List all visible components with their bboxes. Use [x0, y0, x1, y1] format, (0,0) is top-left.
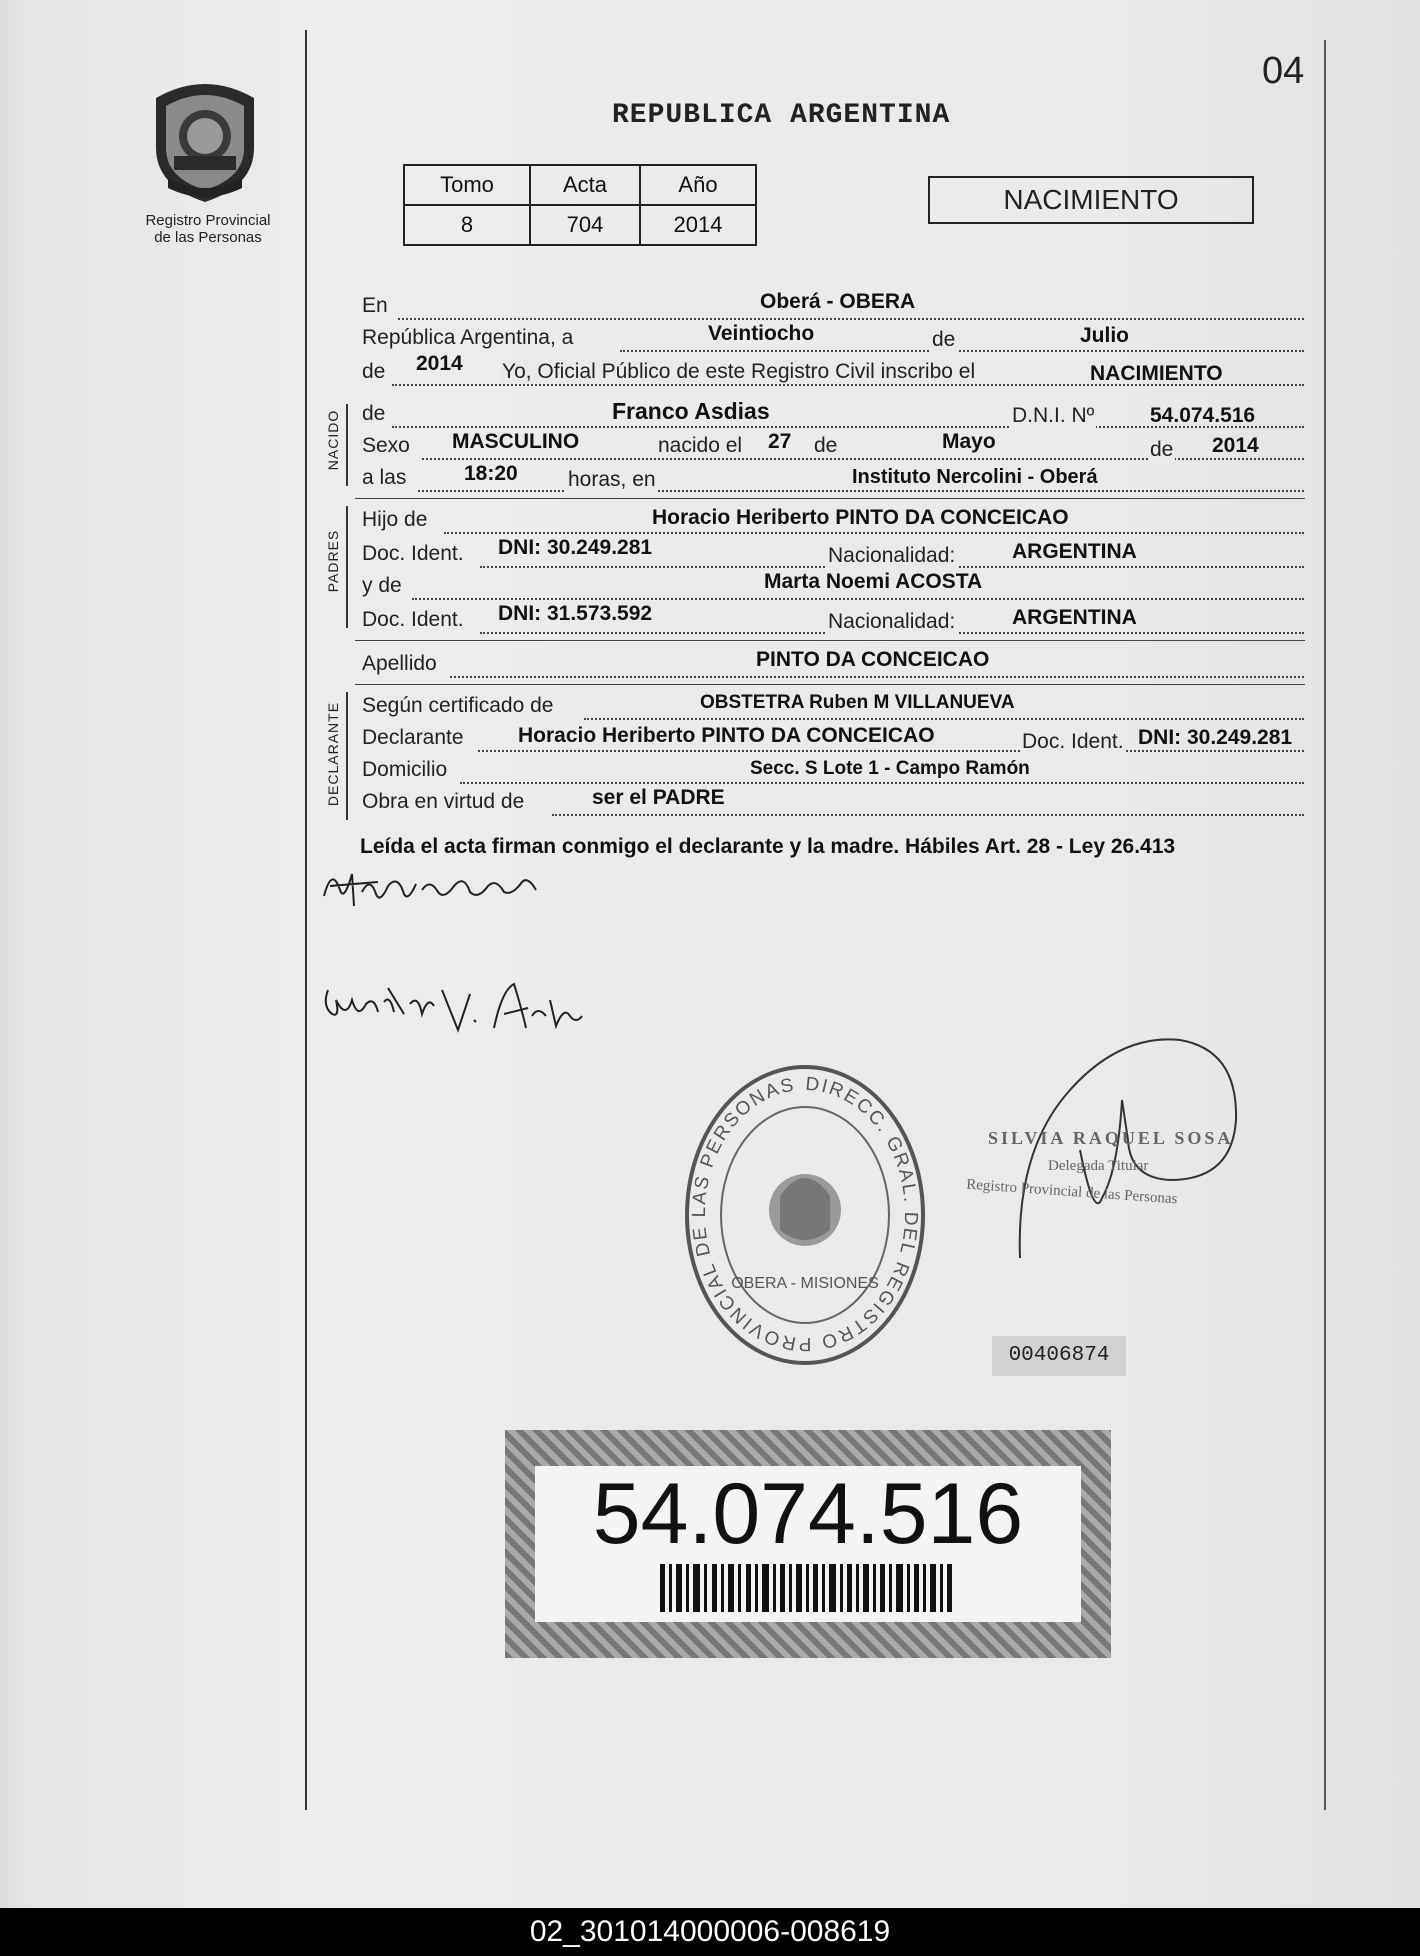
- dotted-line: [584, 718, 1304, 720]
- registry-value-row: [404, 205, 756, 245]
- registry-header-tomo: Tomo: [404, 165, 530, 205]
- father-name-value: Horacio Heriberto PINTO DA CONCEICAO: [652, 506, 1069, 529]
- dotted-line: [552, 814, 1304, 816]
- official-name: SILVIA RAQUEL SOSA: [988, 1128, 1234, 1148]
- father-nationality-value: ARGENTINA: [1012, 540, 1137, 563]
- domicilio-label: Domicilio: [362, 758, 448, 781]
- domicilio-value: Secc. S Lote 1 - Campo Ramón: [750, 758, 1030, 779]
- registry-value-acta: 704: [530, 205, 640, 245]
- certificado-value: OBSTETRA Ruben M VILLANUEVA: [700, 692, 1015, 713]
- republica-label: República Argentina, a: [362, 326, 574, 349]
- nacido-el-label: nacido el: [658, 434, 743, 457]
- section-bar: [346, 692, 348, 820]
- provincial-seal-logo: [148, 78, 262, 204]
- official-round-stamp: [680, 1060, 930, 1370]
- obra-value: ser el PADRE: [592, 786, 725, 809]
- dotted-line: [620, 350, 1304, 352]
- horas-label: horas, en: [568, 468, 656, 491]
- declarant-signature: [318, 856, 558, 916]
- apellido-label: Apellido: [362, 652, 437, 675]
- official-role: Delegada Titular: [1048, 1158, 1149, 1174]
- de-label: de: [362, 360, 386, 383]
- child-dni-value: 54.074.516: [1150, 404, 1256, 427]
- en-label: En: [362, 294, 388, 317]
- barcode-number: 54.074.516: [592, 1466, 1024, 1562]
- child-name-value: Franco Asdias: [612, 398, 770, 424]
- year-value: 2014: [416, 352, 463, 375]
- dotted-line: [478, 750, 1304, 752]
- a-las-label: a las: [362, 466, 407, 489]
- dotted-line: [412, 598, 1304, 600]
- nacionalidad-label: Nacionalidad:: [828, 610, 956, 633]
- mother-signature: [318, 970, 588, 1050]
- time-value: 18:20: [464, 462, 518, 485]
- stamp-ring-text: DIRECC. GRAL. DEL REGISTRO PROVINCIAL DE LAS PERSONAS: [688, 1073, 922, 1355]
- de-label: de: [1150, 438, 1174, 461]
- scan-filename-footer: 02_301014000006-008619: [0, 1908, 1420, 1956]
- barcode-label: [505, 1430, 1111, 1658]
- day-words-value: Veintiocho: [708, 322, 815, 345]
- oficial-text: Yo, Oficial Público de este Registro Civil inscribo el: [502, 360, 976, 383]
- section-label-nacido: NACIDO: [325, 409, 341, 471]
- stamp-city-text: OBERA - MISIONES: [731, 1275, 879, 1292]
- mother-name-value: Marta Noemi ACOSTA: [764, 570, 983, 593]
- section-bar: [346, 404, 348, 486]
- section-divider: [355, 498, 1305, 499]
- barcode-bars: [660, 1564, 955, 1612]
- dotted-line: [398, 318, 1304, 320]
- de-label: de: [362, 402, 386, 425]
- dni-label: D.N.I. Nº: [1012, 404, 1095, 427]
- record-type-box: NACIMIENTO: [928, 176, 1254, 224]
- doc-ident-label: Doc. Ident.: [362, 542, 464, 565]
- logo-caption: [120, 212, 296, 246]
- nacionalidad-label: Nacionalidad:: [828, 544, 956, 567]
- month-value: Julio: [1080, 324, 1130, 347]
- de-label: de: [814, 434, 838, 457]
- section-bar: [346, 506, 348, 628]
- sexo-label: Sexo: [362, 434, 410, 457]
- section-divider: [355, 684, 1305, 685]
- certificado-label: Según certificado de: [362, 694, 554, 717]
- logo-caption-line2: de las Personas: [154, 229, 262, 246]
- registry-header-ano: Año: [640, 165, 756, 205]
- registry-header-acta: Acta: [530, 165, 640, 205]
- left-margin-line: [305, 30, 307, 1810]
- registry-value-ano: 2014: [640, 205, 756, 245]
- right-margin-line: [1324, 40, 1326, 1810]
- official-office: Registro Provincial de las Personas: [965, 1176, 1178, 1208]
- declarante-doc-value: DNI: 30.249.281: [1138, 726, 1293, 749]
- section-label-padres: PADRES: [325, 529, 341, 593]
- inscribe-type-value: NACIMIENTO: [1090, 362, 1223, 385]
- obra-label: Obra en virtud de: [362, 790, 525, 813]
- serial-number: 00406874: [992, 1336, 1126, 1376]
- declarante-label: Declarante: [362, 726, 464, 749]
- birth-day-value: 27: [768, 430, 792, 453]
- dotted-line: [450, 676, 1304, 678]
- logo-caption-line1: Registro Provincial: [145, 212, 271, 229]
- hijo-de-label: Hijo de: [362, 508, 428, 531]
- barcode-inner: [535, 1466, 1081, 1622]
- section-label-declarante: DECLARANTE: [325, 701, 341, 807]
- sexo-value: MASCULINO: [452, 430, 580, 453]
- de-label: de: [932, 328, 956, 351]
- doc-ident-label: Doc. Ident.: [362, 608, 464, 631]
- dotted-line: [444, 532, 1304, 534]
- dotted-line: [460, 782, 1304, 784]
- registry-table: [403, 164, 757, 246]
- registry-header-row: [404, 165, 756, 205]
- mother-nationality-value: ARGENTINA: [1012, 606, 1137, 629]
- doc-ident-label: Doc. Ident.: [1022, 730, 1124, 753]
- dotted-line: [418, 490, 1304, 492]
- registry-value-tomo: 8: [404, 205, 530, 245]
- section-divider: [355, 640, 1305, 641]
- closing-statement: Leída el acta firman conmigo el declarante y la madre. Hábiles Art. 28 - Ley 26.413: [360, 835, 1176, 858]
- declarante-value: Horacio Heriberto PINTO DA CONCEICAO: [518, 724, 935, 747]
- birth-year-value: 2014: [1212, 434, 1259, 457]
- apellido-value: PINTO DA CONCEICAO: [756, 648, 990, 671]
- mother-doc-value: DNI: 31.573.592: [498, 602, 653, 625]
- y-de-label: y de: [362, 574, 402, 597]
- document-title: REPUBLICA ARGENTINA: [612, 100, 951, 131]
- father-doc-value: DNI: 30.249.281: [498, 536, 653, 559]
- birth-month-value: Mayo: [942, 430, 996, 453]
- place-value: Oberá - OBERA: [760, 290, 916, 313]
- birth-place-value: Instituto Nercolini - Oberá: [852, 466, 1098, 488]
- page-number: 04: [1262, 50, 1305, 92]
